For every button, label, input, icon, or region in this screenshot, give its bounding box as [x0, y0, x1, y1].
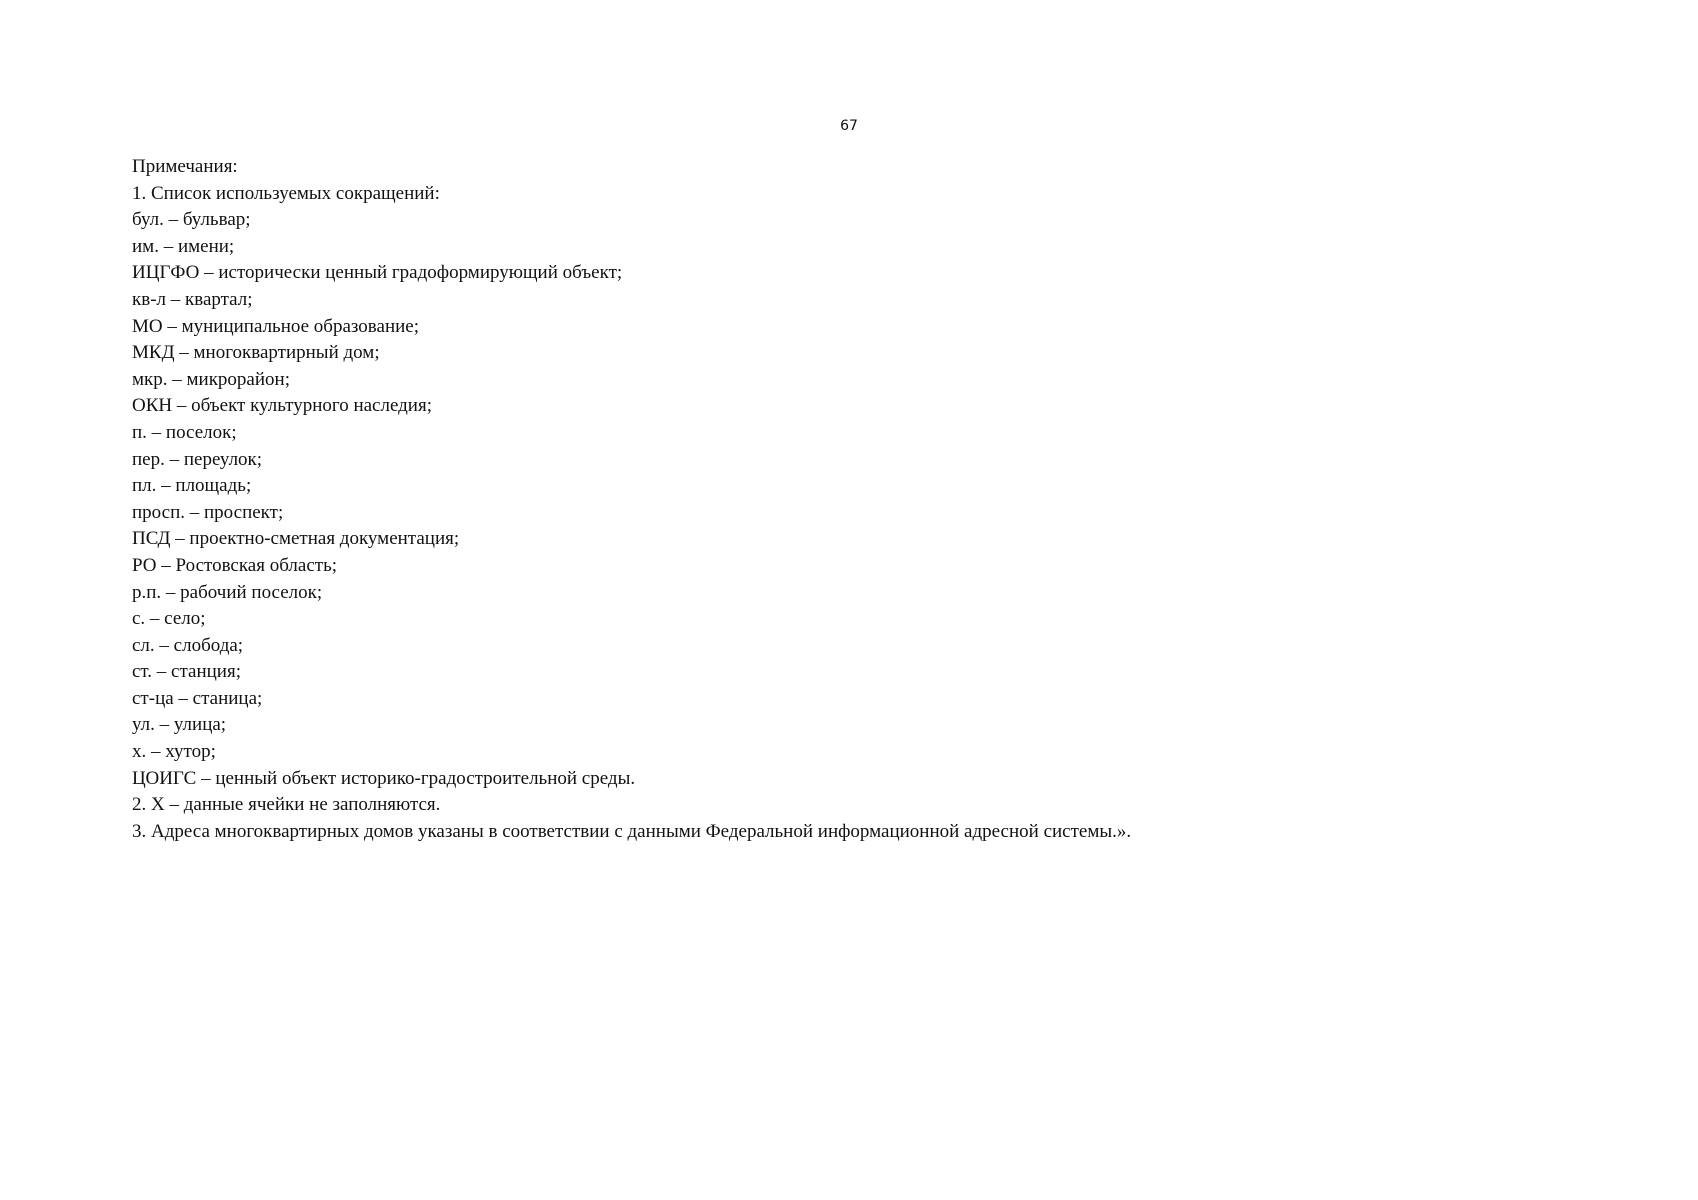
abbreviations-list — [132, 207, 1612, 792]
abbreviation-item: сл. – слобода; — [132, 634, 244, 656]
abbreviation-item: МО – муниципальное образование; — [132, 315, 420, 337]
abbreviation-item: бул. – бульвар; — [132, 209, 251, 231]
notes-section — [132, 154, 1612, 845]
abbreviation-item: мкр. – микрорайон; — [132, 368, 290, 390]
abbreviation-item: р.п. – рабочий поселок; — [132, 581, 323, 603]
abbreviation-item: просп. – проспект; — [132, 501, 284, 523]
notes-heading: Примечания: — [132, 156, 238, 177]
abbreviation-item: кв-л – квартал; — [132, 288, 253, 310]
note-empty-cells: 2. Х – данные ячейки не заполняются. — [132, 794, 441, 816]
abbreviation-item: РО – Ростовская область; — [132, 554, 338, 576]
abbreviation-item: МКД – многоквартирный дом; — [132, 342, 380, 364]
abbreviation-item: ОКН – объект культурного наследия; — [132, 395, 432, 417]
abbreviation-item: ПСД – проектно-сметная документация; — [132, 528, 460, 550]
abbreviation-item: п. – поселок; — [132, 421, 237, 443]
abbreviation-item: пл. – площадь; — [132, 475, 252, 497]
note-addresses-source: 3. Адреса многоквартирных домов указаны в соответствии с данными Федеральной информационной адресной системы.». — [132, 820, 1132, 842]
abbreviation-item: ИЦГФО – исторически ценный градоформирующий объект; — [132, 262, 623, 284]
abbreviations-list-title: 1. Список используемых сокращений: — [132, 182, 440, 204]
abbreviation-item: х. – хутор; — [132, 741, 216, 763]
abbreviation-item: ст-ца – станица; — [132, 687, 263, 709]
abbreviation-item: пер. – переулок; — [132, 448, 263, 470]
page-number: 67 — [840, 118, 858, 134]
abbreviation-item: с. – село; — [132, 608, 206, 630]
abbreviation-item: ЦОИГС – ценный объект историко-градостроительной среды. — [132, 767, 636, 789]
abbreviation-item: ст. – станция; — [132, 661, 241, 683]
abbreviation-item: ул. – улица; — [132, 714, 227, 736]
abbreviation-item: им. – имени; — [132, 235, 235, 257]
